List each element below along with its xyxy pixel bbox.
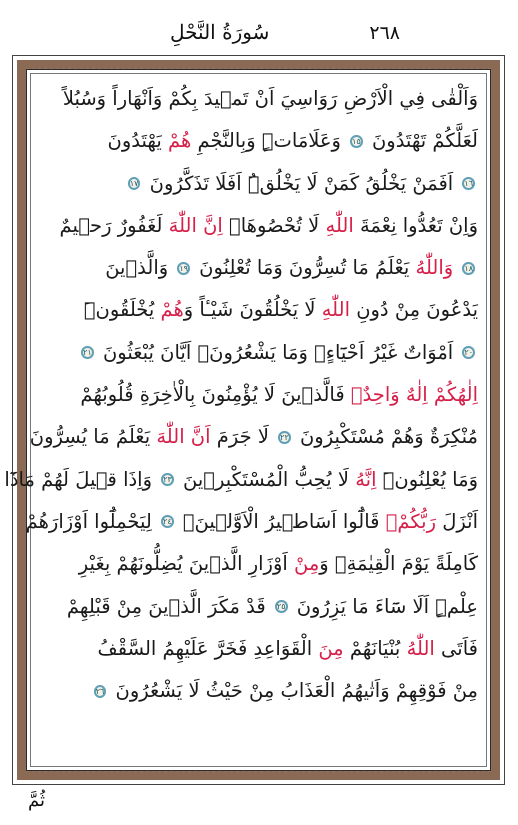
verse-text: وَالَّذ۪ينَ xyxy=(105,256,175,280)
highlighted-word: مِنَ xyxy=(318,636,344,660)
ayah-number-marker: ٢٣ xyxy=(163,475,172,485)
ayah-number-marker: ٢٠ xyxy=(464,348,473,358)
highlighted-word: مِنْ xyxy=(293,552,320,576)
verse-text: وَمَا يُعْلِنُونَۜ xyxy=(376,467,478,491)
highlighted-word: اِنَّهُ xyxy=(355,467,377,491)
verse-text: قَدْ مَكَرَ الَّذ۪ينَ مِنْ قَبْلِهِمْ xyxy=(66,594,272,618)
ayah-number-marker: ٢٦ xyxy=(95,686,105,696)
verse-text: وَعَلَامَاتٍۜ وَبِالنَّجْمِ xyxy=(191,129,348,153)
text-line xyxy=(38,543,478,585)
verse-text: فَالَّذ۪ينَ لَا يُؤْمِنُونَ بِالْاٰخِرَةِ قُلُوبُهُمْ xyxy=(80,383,351,407)
text-line xyxy=(38,374,478,416)
text-line xyxy=(4,459,478,501)
verse-text: مُنْكِرَةٌ وَهُمْ مُسْتَكْبِرُونَ xyxy=(293,425,478,449)
ayah-number-marker: ١٦ xyxy=(464,179,473,189)
text-line xyxy=(38,586,478,628)
highlighted-word: اللّٰهُ xyxy=(406,636,435,660)
text-line xyxy=(38,628,478,670)
verse-text: الْقَوَاعِدِ فَخَرَّ عَلَيْهِمُ السَّقْفُ xyxy=(97,636,319,660)
highlighted-word: اللّٰهِ xyxy=(325,213,354,237)
verse-text: اَمْوَاتٌ غَيْرُ اَحْيَٓاءٍۚ وَمَا يَشْعُرُونَۙ اَيَّانَ يُبْعَثُونَ xyxy=(96,340,460,364)
verse-text: بُنْيَانَهُمْ xyxy=(343,636,407,660)
verse-text: يَعْلَمُ مَا يُسِرُّونَ xyxy=(29,425,157,449)
ayah-number-marker: ١٩ xyxy=(179,263,188,273)
verse-text: فَاَتَى xyxy=(434,636,478,660)
verse-text: لَغَفُورٌ رَح۪يمٌ xyxy=(59,213,169,237)
ayah-number-marker: ٢١ xyxy=(83,348,92,358)
verse-text: وَاِنْ تَعُدُّوا نِعْمَةَ xyxy=(353,213,478,237)
verse-text: عِلْمٍۜ اَلَا سَٓاءَ مَا يَزِرُونَ xyxy=(290,594,478,618)
highlighted-word: اَنَّ اللّٰهَ xyxy=(156,425,211,449)
text-line xyxy=(38,332,478,374)
highlighted-word: وَاللّٰهُ xyxy=(415,256,460,280)
text-line xyxy=(38,163,478,205)
page-number: ٢٦٨ xyxy=(369,22,400,44)
text-line xyxy=(38,205,478,247)
catchword: ثُمَّ xyxy=(28,790,45,811)
verse-text: لَا جَرَمَ xyxy=(210,425,276,449)
verse-text: لَا يُحِبُّ الْمُسْتَكْبِر۪ينَ xyxy=(176,467,356,491)
surah-title: سُورَةُ النَّحْلِ xyxy=(170,20,270,44)
verse-text: وَاِذَا ق۪يلَ لَهُمْ مَاذَٓا xyxy=(4,467,159,491)
verse-text: لَا تُحْصُوهَاۜ xyxy=(222,213,326,237)
text-line xyxy=(25,501,478,543)
highlighted-word: اِنَّ اللّٰهَ xyxy=(168,213,223,237)
ayah-number-marker: ١٧ xyxy=(129,179,139,189)
verse-text: وَاَلْقٰى فِي الْاَرْضِ رَوَاسِيَ اَنْ تَم۪يدَ بِكُمْ وَاَنْهَاراً وَسُبُلاً xyxy=(62,87,478,110)
page-header xyxy=(0,6,518,50)
ayah-number-marker: ٢٤ xyxy=(163,517,172,527)
verse-text: يَعْلَمُ مَا تُسِرُّونَ وَمَا تُعْلِنُونَ xyxy=(192,256,416,280)
verse-text: قَالُٓوا اَسَاط۪يرُ الْاَوَّل۪ينَۙ xyxy=(176,509,386,533)
highlighted-word: اِلٰهُكُمْ اِلٰهٌ وَاحِدٌۚ xyxy=(350,383,478,407)
verse-text: يَدْعُونَ مِنْ دُونِ xyxy=(350,298,478,322)
verse-text: يُخْلَقُونَۜ xyxy=(83,298,161,322)
highlighted-word: هُمْ xyxy=(160,298,184,322)
verse-text: اَنْزَلَ xyxy=(436,509,478,533)
ayah-number-marker: ١٨ xyxy=(464,263,473,273)
highlighted-word: اللّٰهِ xyxy=(321,298,350,322)
verse-text: يَهْتَدُونَ xyxy=(107,129,168,153)
ayah-number-marker: ٢٥ xyxy=(276,602,286,612)
text-line xyxy=(38,247,478,289)
ayah-number-marker: ٢٢ xyxy=(280,432,289,442)
verse-text: اَوْزَارِ الَّذ۪ينَ يُضِلُّونَهُمْ بِغَيْرِ xyxy=(78,552,294,576)
verse-text: لِيَحْمِلُٓوا اَوْزَارَهُمْ xyxy=(25,509,159,533)
verse-text: اَفَمَنْ يَخْلُقُ كَمَنْ لَا يَخْلُقُۜ اَفَلَا تَذَكَّرُونَ xyxy=(143,171,460,195)
highlighted-word: رَبُّكُمْۙ xyxy=(385,509,437,533)
text-line xyxy=(38,120,478,162)
ayah-number-marker: ١٥ xyxy=(352,136,361,146)
quran-text xyxy=(4,78,478,712)
text-line xyxy=(38,78,478,120)
text-line xyxy=(38,670,478,712)
verse-text: لَا يَخْلُقُونَ شَيْـٔاً وَ xyxy=(183,298,322,322)
verse-text: كَامِلَةً يَوْمَ الْقِيٰمَةِۙ وَ xyxy=(319,552,478,576)
verse-text: مِنْ فَوْقِهِمْ وَاَتٰيهُمُ الْعَذَابُ مِنْ حَيْثُ لَا يَشْعُرُونَ xyxy=(109,679,478,703)
text-line xyxy=(38,289,478,331)
text-line xyxy=(29,416,478,458)
highlighted-word: هُمْ xyxy=(168,129,192,153)
verse-text: لَعَلَّكُمْ تَهْتَدُونَ xyxy=(365,129,478,153)
